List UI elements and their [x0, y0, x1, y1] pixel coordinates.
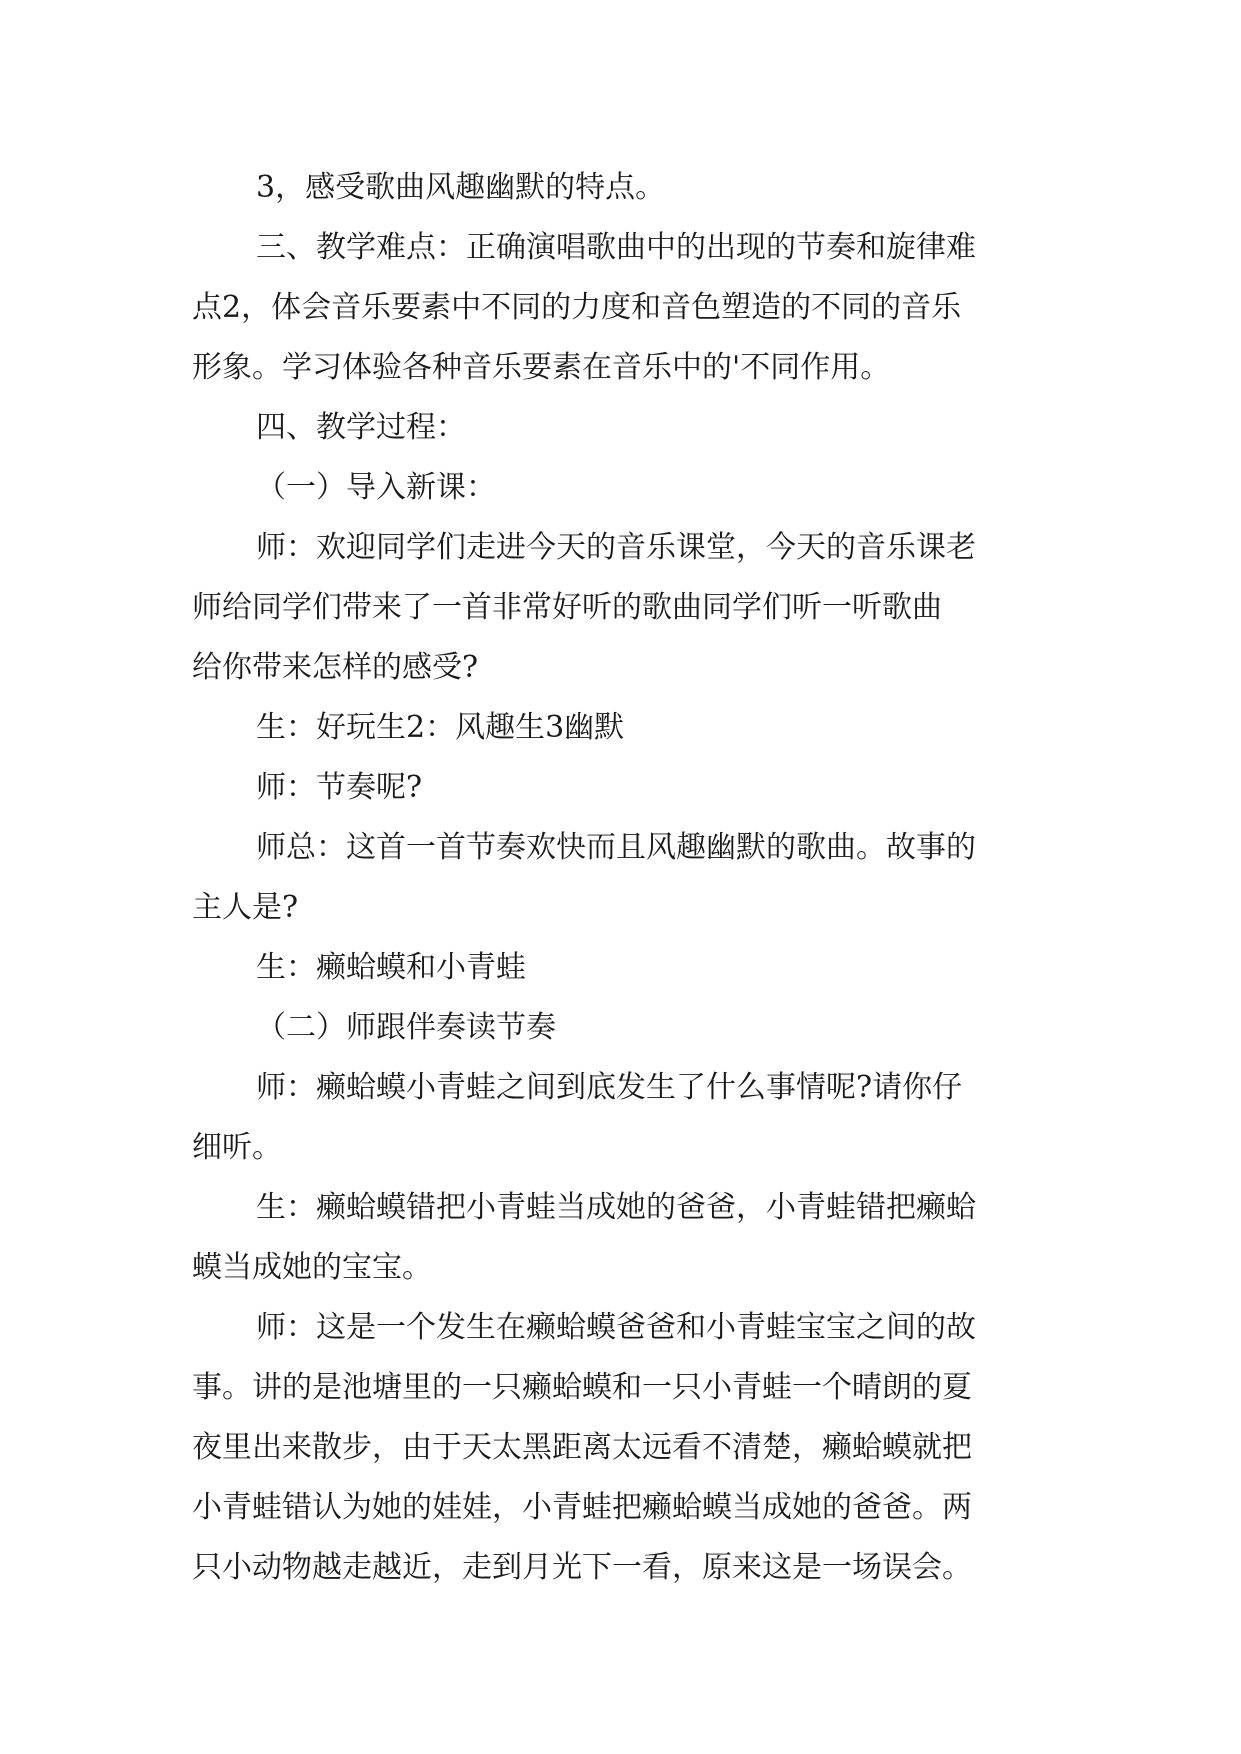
paragraph-line: 主人是?: [192, 890, 299, 925]
paragraph-line: 师：节奏呢?: [256, 770, 423, 805]
paragraph-line: 师：这是一个发生在癞蛤蟆爸爸和小青蛙宝宝之间的故: [256, 1310, 976, 1345]
paragraph-line: 3，感受歌曲风趣幽默的特点。: [256, 170, 666, 205]
paragraph-line: 夜里出来散步，由于天太黑距离太远看不清楚，癞蛤蟆就把: [192, 1430, 972, 1465]
paragraph-line: 点2，体会音乐要素中不同的力度和音色塑造的不同的音乐: [192, 290, 962, 325]
paragraph-line: 给你带来怎样的感受?: [192, 650, 479, 685]
paragraph-line: 生：癞蛤蟆和小青蛙: [256, 950, 526, 985]
document-body: [192, 158, 1072, 1598]
paragraph-line: 只小动物越走越近，走到月光下一看，原来这是一场误会。: [192, 1550, 972, 1585]
paragraph-line: 三、教学难点：正确演唱歌曲中的出现的节奏和旋律难: [256, 230, 976, 265]
subsection-heading: （一）导入新课：: [256, 470, 496, 505]
paragraph-line: 细听。: [192, 1130, 282, 1165]
paragraph-line: 小青蛙错认为她的娃娃，小青蛙把癞蛤蟆当成她的爸爸。两: [192, 1490, 972, 1525]
subsection-heading: （二）师跟伴奏读节奏: [256, 1010, 556, 1045]
paragraph-line: 事。讲的是池塘里的一只癞蛤蟆和一只小青蛙一个晴朗的夏: [192, 1370, 972, 1405]
paragraph-line: 生：癞蛤蟆错把小青蛙当成她的爸爸，小青蛙错把癞蛤: [256, 1190, 976, 1225]
paragraph-line: 生：好玩生2：风趣生3幽默: [256, 710, 625, 745]
paragraph-line: 师：欢迎同学们走进今天的音乐课堂，今天的音乐课老: [256, 530, 976, 565]
paragraph-line: 师给同学们带来了一首非常好听的歌曲同学们听一听歌曲: [192, 590, 942, 625]
paragraph-line: 师：癞蛤蟆小青蛙之间到底发生了什么事情呢?请你仔: [256, 1070, 963, 1105]
paragraph-line: 蟆当成她的宝宝。: [192, 1250, 432, 1285]
section-heading: 四、教学过程：: [256, 410, 466, 445]
paragraph-line: 形象。学习体验各种音乐要素在音乐中的'不同作用。: [192, 350, 891, 385]
paragraph-line: 师总：这首一首节奏欢快而且风趣幽默的歌曲。故事的: [256, 830, 976, 865]
